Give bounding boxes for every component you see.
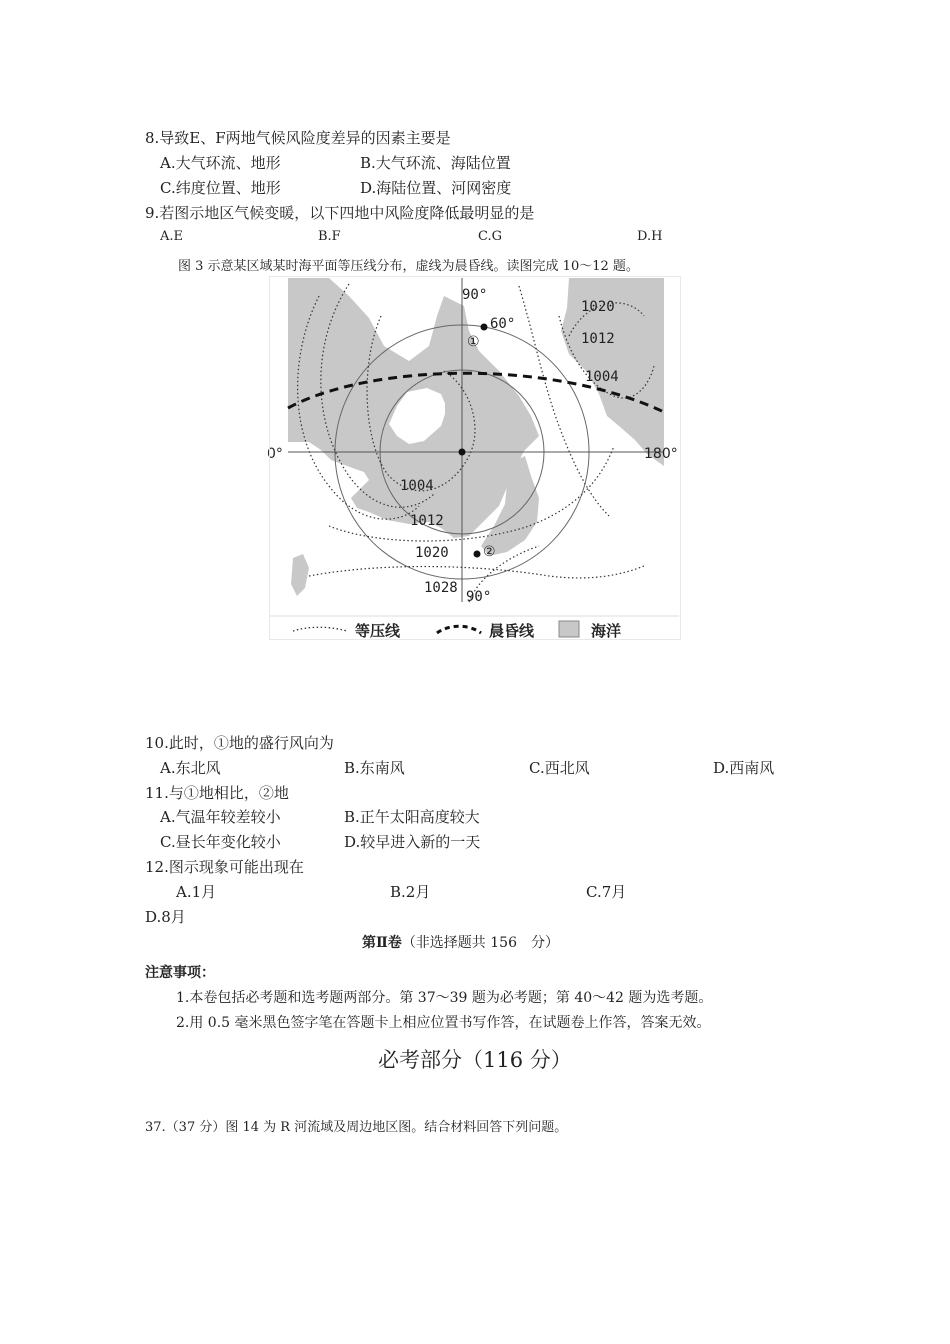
q12-option-c: C.7月 [586,883,627,901]
label-isobar-1020-ne: 1020 [581,299,615,315]
q12-option-a: A.1月 [176,883,217,901]
label-isobar-1004-ne: 1004 [585,369,619,385]
q10-option-b: B.东南风 [344,759,405,777]
q9-stem: 9.若图示地区气候变暖，以下四地中风险度降低最明显的是 [145,204,535,222]
label-lat-60: 60° [490,316,516,332]
q11-stem: 11.与①地相比，②地 [145,784,289,802]
q12-option-d: D.8月 [145,908,186,926]
q8-option-a: A.大气环流、地形 [160,154,281,172]
q11-option-a: A.气温年较差较小 [160,808,281,826]
q9-option-c: C.G [478,229,503,244]
pole-point [459,449,466,456]
notice-heading: 注意事项： [145,965,215,981]
q12-stem: 12.图示现象可能出现在 [145,858,304,876]
label-point-2: ② [483,544,496,560]
q10-option-c: C.西北风 [529,759,590,777]
legend-isobar-label: 等压线 [355,622,401,640]
figure-caption: 图 3 示意某区域某时海平面等压线分布，虚线为晨昏线。读图完成 10～12 题。 [178,259,639,274]
point-2-marker [474,551,481,558]
q9-option-a: A.E [160,229,184,244]
label-lon-0: 0° [267,446,283,462]
q11-option-b: B.正午太阳高度较大 [344,808,480,826]
q12-option-b: B.2月 [390,883,431,901]
label-isobar-1028-south: 1028 [424,580,458,596]
label-lat-90-bottom: 90° [466,589,492,605]
part2-title-bold: 第Ⅱ卷 [362,935,402,951]
legend-isobar-symbol [293,627,347,631]
q9-option-b: B.F [318,229,341,244]
isobar-map [269,276,681,640]
q8-option-c: C.纬度位置、地形 [160,179,281,197]
part2-title [362,932,559,952]
required-section-title: 必考部分（116 分） [378,1048,572,1072]
label-isobar-1020-south: 1020 [415,545,449,561]
notice-item-2: 2.用 0.5 毫米黑色签字笔在答题卡上相应位置书写作答，在试题卷上作答，答案无效。 [176,1015,711,1031]
legend-ocean-label: 海洋 [591,622,622,640]
notice-item-1: 1.本卷包括必考题和选考题两部分。第 37～39 题为必考题；第 40～42 题为选考题。 [176,990,713,1006]
q11-option-c: C.昼长年变化较小 [160,833,281,851]
q8-stem: 8.导致E、F两地气候风险度差异的因素主要是 [145,129,451,147]
point-1-marker [481,324,488,331]
label-isobar-1004-center: 1004 [400,478,434,494]
legend-terminator-symbol [437,626,481,633]
label-isobar-1012-south: 1012 [410,513,444,529]
q11-option-d: D.较早进入新的一天 [344,833,481,851]
legend-terminator-label: 晨昏线 [489,622,535,640]
part2-title-rest: （非选择题共 156 分） [401,935,559,951]
q10-stem: 10.此时，①地的盛行风向为 [145,734,334,752]
label-point-1: ① [467,334,480,350]
label-lon-180: 180° [644,446,678,462]
q8-option-b: B.大气环流、海陆位置 [360,154,511,172]
isobar-map-figure [269,276,681,640]
q8-option-d: D.海陆位置、河网密度 [360,179,512,197]
map-legend [269,616,679,640]
legend-ocean-swatch [559,621,579,637]
label-lat-90-top: 90° [462,287,488,303]
label-isobar-1012-ne: 1012 [581,331,615,347]
q37-stem: 37.（37 分）图 14 为 R 河流域及周边地区图。结合材料回答下列问题。 [145,1120,568,1135]
q10-option-d: D.西南风 [713,759,775,777]
q10-option-a: A.东北风 [160,759,221,777]
q9-option-d: D.H [637,229,663,244]
